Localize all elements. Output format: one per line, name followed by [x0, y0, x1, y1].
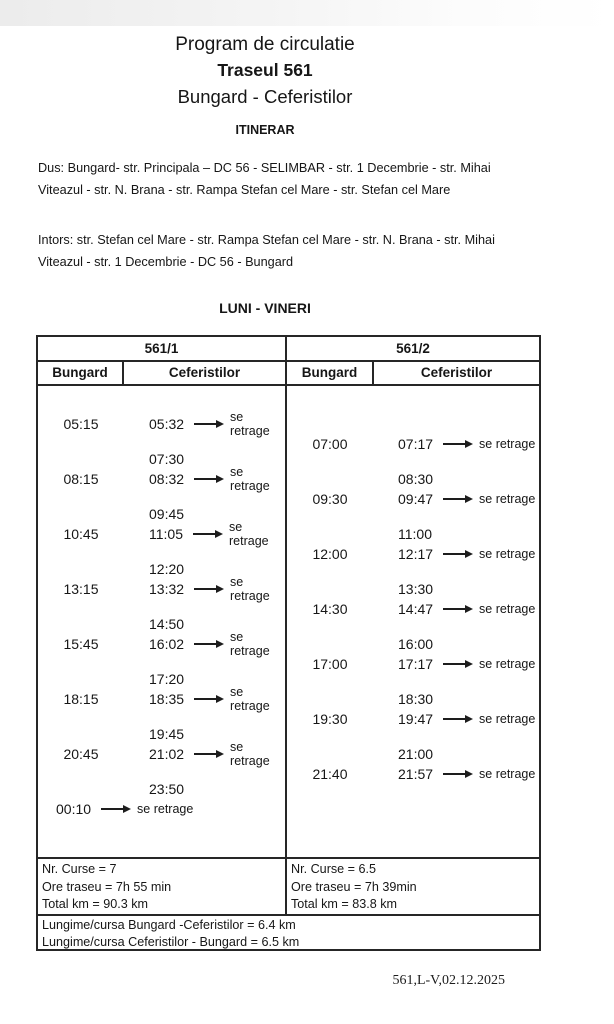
page-title: Program de circulatie	[175, 34, 355, 55]
arrow-shaft	[194, 643, 217, 645]
timetable	[36, 335, 541, 951]
ceferistilor-time: 18:35	[149, 691, 185, 707]
right-arrow-icon	[193, 530, 223, 538]
bungard-time: 21:40	[312, 766, 348, 782]
arrow-shaft	[194, 588, 217, 590]
se-retrage-label: se retrage	[230, 575, 270, 603]
timetable-body	[38, 386, 539, 857]
stats-line: Nr. Curse = 6.5	[291, 862, 377, 876]
stats-line: Total km = 90.3 km	[42, 897, 149, 911]
route-name: Bungard - Ceferistilor	[177, 86, 353, 107]
se-retrage-label: se retrage	[230, 410, 270, 438]
se-retrage-label: se retrage	[230, 630, 270, 658]
arrow-head	[465, 715, 473, 723]
timetable-line	[38, 520, 285, 548]
bungard-time: 13:15	[63, 581, 99, 597]
route-length-line: Lungime/cursa Ceferistilor - Bungard = 6.5 km	[42, 934, 300, 949]
arrow-head	[216, 585, 224, 593]
timetable-line	[38, 630, 285, 658]
ceferistilor-time: 05:32	[149, 416, 185, 432]
right-arrow-icon	[194, 750, 224, 758]
timetable-line	[287, 634, 539, 654]
ceferistilor-time: 21:02	[149, 746, 185, 762]
ceferistilor-time: 18:30	[398, 691, 434, 707]
right-arrow-icon	[194, 420, 224, 428]
intors-line-1: Intors: str. Stefan cel Mare - str. Rampa Stefan cel Mare - str. N. Brana - str. Mihai	[38, 233, 495, 247]
timetable-line	[287, 469, 539, 489]
arrow-head	[465, 770, 473, 778]
days-heading: LUNI - VINERI	[219, 300, 311, 316]
bungard-time: 10:45	[63, 526, 99, 542]
service-id-row	[38, 337, 539, 362]
stats-line: Nr. Curse = 7	[42, 862, 117, 876]
right-arrow-icon	[443, 660, 473, 668]
arrow-head	[465, 440, 473, 448]
bungard-time: 05:15	[63, 416, 99, 432]
bungard-time: 18:15	[63, 691, 99, 707]
arrow-shaft	[443, 718, 466, 720]
ceferistilor-time: 09:45	[149, 506, 185, 522]
route-length-line: Lungime/cursa Bungard -Ceferistilor = 6.4 km	[42, 918, 296, 932]
arrow-shaft	[443, 553, 466, 555]
col-header-bungard-right: Bungard	[287, 362, 374, 384]
se-retrage-label: se retrage	[479, 657, 536, 671]
timetable-line	[287, 764, 539, 784]
arrow-head	[465, 550, 473, 558]
ceferistilor-time: 13:32	[149, 581, 185, 597]
timetable-line	[287, 489, 539, 509]
ceferistilor-time: 08:30	[398, 471, 434, 487]
stats-561-1	[38, 859, 287, 914]
right-arrow-icon	[443, 440, 473, 448]
ceferistilor-time: 07:30	[149, 451, 185, 467]
ceferistilor-time: 21:57	[398, 766, 434, 782]
ceferistilor-time: 17:17	[398, 656, 434, 672]
se-retrage-label: se retrage	[479, 547, 536, 561]
bungard-time: 20:45	[63, 746, 99, 762]
itinerary-dus	[38, 158, 550, 201]
right-arrow-icon	[194, 695, 224, 703]
bungard-time: 15:45	[63, 636, 99, 652]
arrow-shaft	[443, 663, 466, 665]
arrow-shaft	[194, 698, 217, 700]
right-arrow-icon	[443, 770, 473, 778]
itinerary-intors	[38, 230, 550, 273]
ceferistilor-time: 14:50	[149, 616, 185, 632]
bungard-time: 00:10	[56, 801, 92, 817]
arrow-head	[216, 640, 224, 648]
right-arrow-icon	[443, 605, 473, 613]
route-length-row	[38, 914, 539, 949]
timetable-line	[287, 709, 539, 729]
bungard-time: 08:15	[63, 471, 99, 487]
timetable-line	[38, 740, 285, 768]
stats-line: Total km = 83.8 km	[291, 897, 398, 911]
ceferistilor-time: 21:00	[398, 746, 434, 762]
timetable-line	[38, 779, 285, 799]
ceferistilor-time: 08:32	[149, 471, 185, 487]
ceferistilor-time: 07:17	[398, 436, 434, 452]
arrow-shaft	[443, 773, 466, 775]
arrow-head	[215, 530, 223, 538]
right-arrow-icon	[101, 805, 131, 813]
arrow-head	[465, 660, 473, 668]
arrow-shaft	[194, 423, 217, 425]
dus-line-1: Dus: Bungard- str. Principala – DC 56 - SELIMBAR - str. 1 Decembrie - str. Mihai	[38, 161, 491, 175]
right-arrow-icon	[194, 640, 224, 648]
se-retrage-label: se retrage	[137, 802, 194, 816]
timetable-line	[38, 799, 285, 819]
timetable-line	[287, 744, 539, 764]
se-retrage-label: se retrage	[479, 767, 536, 781]
se-retrage-label: se retrage	[479, 437, 536, 451]
ceferistilor-time: 23:50	[149, 781, 185, 797]
timetable-line	[38, 410, 285, 438]
ceferistilor-time: 12:20	[149, 561, 185, 577]
service-id-561-1: 561/1	[38, 337, 287, 360]
document-header	[0, 0, 530, 137]
timetable-line	[287, 654, 539, 674]
bungard-time: 14:30	[312, 601, 348, 617]
se-retrage-label: se retrage	[479, 602, 536, 616]
col-header-bungard-left: Bungard	[38, 362, 124, 384]
se-retrage-label: se retrage	[230, 685, 270, 713]
arrow-shaft	[443, 498, 466, 500]
se-retrage-label: se retrage	[230, 740, 270, 768]
bungard-time: 17:00	[312, 656, 348, 672]
column-header-row	[38, 362, 539, 386]
right-arrow-icon	[443, 495, 473, 503]
arrow-shaft	[194, 478, 217, 480]
arrow-head	[216, 475, 224, 483]
intors-line-2: Viteazul - str. 1 Decembrie - DC 56 - Bungard	[38, 254, 294, 269]
timetable-line	[287, 689, 539, 709]
route-number: Traseul 561	[217, 60, 313, 80]
timetable-half-561-2	[287, 386, 539, 857]
arrow-shaft	[443, 443, 466, 445]
ceferistilor-time: 16:00	[398, 636, 434, 652]
bungard-time: 12:00	[312, 546, 348, 562]
ceferistilor-time: 16:02	[149, 636, 185, 652]
arrow-head	[465, 605, 473, 613]
right-arrow-icon	[194, 585, 224, 593]
ceferistilor-time: 11:00	[398, 526, 432, 542]
timetable-line	[287, 579, 539, 599]
col-header-ceferistilor-right: Ceferistilor	[420, 365, 493, 380]
timetable-line	[287, 599, 539, 619]
stats-line: Ore traseu = 7h 55 min	[42, 879, 172, 894]
ceferistilor-time: 12:17	[398, 546, 434, 562]
timetable-line	[38, 465, 285, 493]
document-footnote: 561,L-V,02.12.2025	[392, 973, 505, 988]
arrow-shaft	[443, 608, 466, 610]
arrow-head	[216, 420, 224, 428]
ceferistilor-time: 13:30	[398, 581, 434, 597]
arrow-shaft	[101, 808, 124, 810]
timetable-line	[38, 685, 285, 713]
timetable-line	[287, 434, 539, 454]
arrow-shaft	[193, 533, 216, 535]
se-retrage-label: se retrage	[229, 520, 269, 548]
stats-line: Ore traseu = 7h 39min	[291, 879, 417, 894]
right-arrow-icon	[443, 550, 473, 558]
arrow-shaft	[194, 753, 217, 755]
arrow-head	[216, 750, 224, 758]
arrow-head	[123, 805, 131, 813]
ceferistilor-time: 09:47	[398, 491, 434, 507]
timetable-line	[287, 544, 539, 564]
stats-row	[38, 857, 539, 914]
ceferistilor-time: 17:20	[149, 671, 185, 687]
arrow-head	[216, 695, 224, 703]
se-retrage-label: se retrage	[479, 712, 536, 726]
right-arrow-icon	[194, 475, 224, 483]
ceferistilor-time: 19:47	[398, 711, 434, 727]
se-retrage-label: se retrage	[230, 465, 270, 493]
bungard-time: 09:30	[312, 491, 348, 507]
ceferistilor-time: 14:47	[398, 601, 434, 617]
se-retrage-label: se retrage	[479, 492, 536, 506]
stats-561-2	[287, 859, 539, 914]
col-header-ceferistilor-left: Ceferistilor	[168, 365, 241, 380]
ceferistilor-time: 19:45	[149, 726, 185, 742]
timetable-line	[287, 524, 539, 544]
timetable-half-561-1	[38, 386, 287, 857]
ceferistilor-time: 11:05	[149, 526, 183, 542]
dus-line-2: Viteazul - str. N. Brana - str. Rampa Stefan cel Mare - str. Stefan cel Mare	[38, 182, 451, 197]
timetable-line	[38, 575, 285, 603]
arrow-head	[465, 495, 473, 503]
right-arrow-icon	[443, 715, 473, 723]
bungard-time: 07:00	[312, 436, 348, 452]
itinerar-heading: ITINERAR	[235, 123, 295, 137]
bungard-time: 19:30	[312, 711, 348, 727]
service-id-561-2: 561/2	[396, 341, 430, 356]
